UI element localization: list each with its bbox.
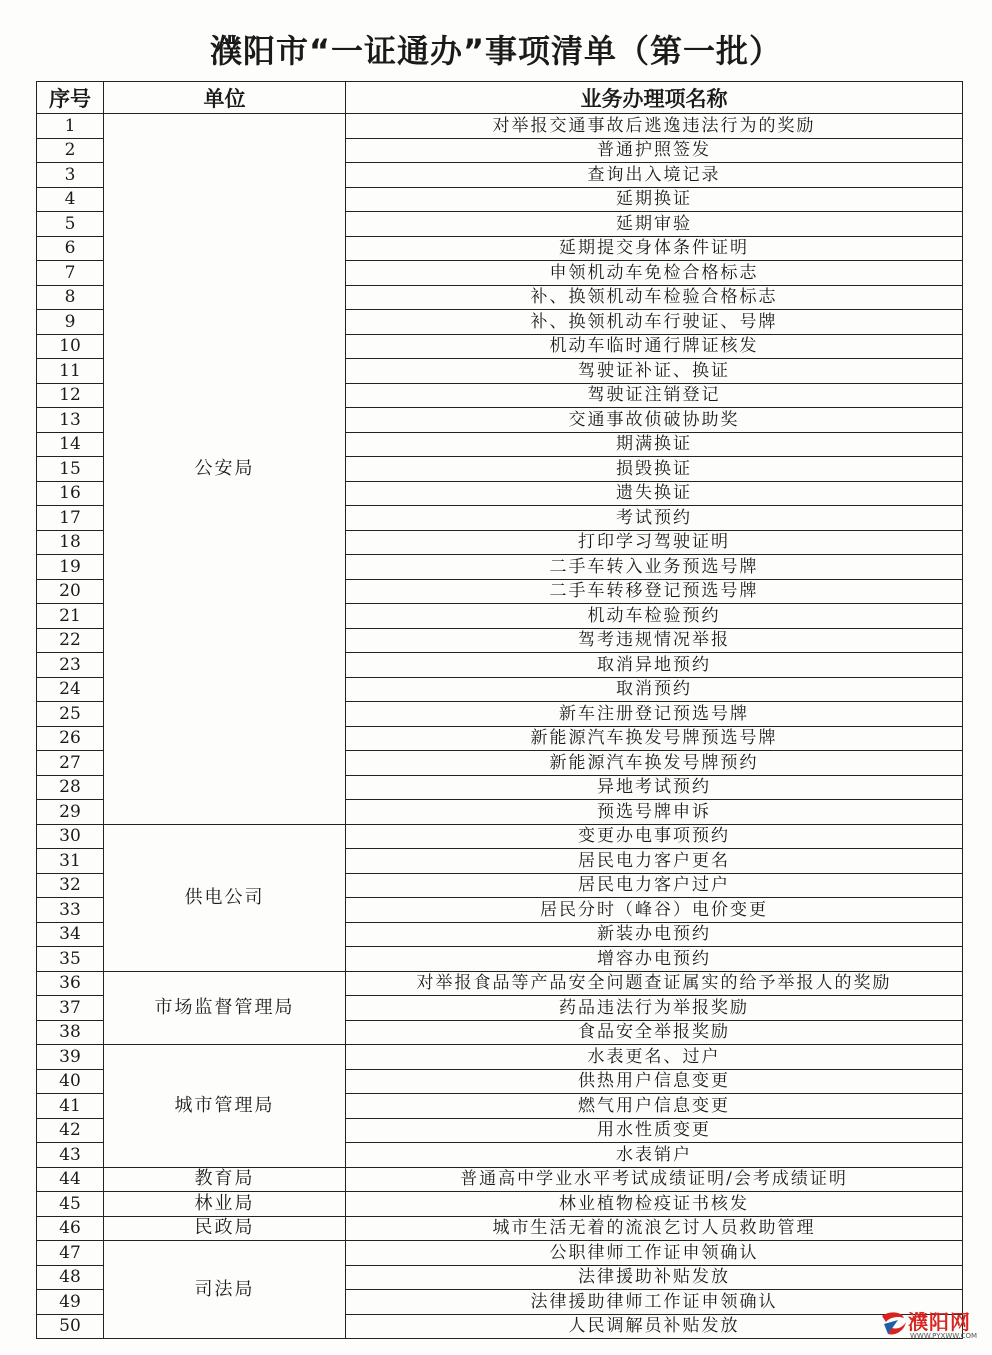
row-item: 取消异地预约: [346, 653, 963, 678]
row-item: 供热用户信息变更: [346, 1069, 963, 1094]
row-seq: 22: [37, 628, 104, 653]
row-item: 燃气用户信息变更: [346, 1094, 963, 1119]
row-item: 延期换证: [346, 187, 963, 212]
row-item: 延期审验: [346, 212, 963, 237]
row-seq: 19: [37, 555, 104, 580]
row-seq: 34: [37, 922, 104, 947]
table-row: [37, 1167, 963, 1192]
row-item: 居民分时（峰谷）电价变更: [346, 898, 963, 923]
row-seq: 33: [37, 898, 104, 923]
row-seq: 35: [37, 947, 104, 972]
row-seq: 37: [37, 996, 104, 1021]
table-row: [37, 114, 963, 139]
site-watermark: [878, 1306, 990, 1346]
item-list-table: [36, 81, 963, 1339]
header-seq: 序号: [37, 82, 104, 114]
watermark-name: 濮阳网: [908, 1310, 971, 1334]
row-seq: 4: [37, 187, 104, 212]
watermark-url: WWW.PYXWW.COM: [910, 1332, 978, 1340]
row-item: 新能源汽车换发号牌预选号牌: [346, 726, 963, 751]
row-seq: 44: [37, 1167, 104, 1192]
row-item: 机动车临时通行牌证核发: [346, 334, 963, 359]
row-seq: 41: [37, 1094, 104, 1119]
row-item: 申领机动车免检合格标志: [346, 261, 963, 286]
row-unit: 城市管理局: [104, 1045, 346, 1168]
row-seq: 6: [37, 236, 104, 261]
row-item: 变更办电事项预约: [346, 824, 963, 849]
row-unit: 公安局: [104, 114, 346, 825]
row-seq: 5: [37, 212, 104, 237]
table-row: [37, 1241, 963, 1266]
row-item: 普通高中学业水平考试成绩证明/会考成绩证明: [346, 1167, 963, 1192]
header-item: 业务办理项名称: [346, 82, 963, 114]
row-item: 新能源汽车换发号牌预约: [346, 751, 963, 776]
row-seq: 24: [37, 677, 104, 702]
row-item: 城市生活无着的流浪乞讨人员救助管理: [346, 1216, 963, 1241]
row-item: 水表销户: [346, 1143, 963, 1168]
row-item: 驾驶证注销登记: [346, 383, 963, 408]
row-seq: 14: [37, 432, 104, 457]
row-seq: 38: [37, 1020, 104, 1045]
row-item: 期满换证: [346, 432, 963, 457]
row-item: 法律援助补贴发放: [346, 1265, 963, 1290]
row-seq: 16: [37, 481, 104, 506]
row-seq: 28: [37, 775, 104, 800]
row-item: 林业植物检疫证书核发: [346, 1192, 963, 1217]
row-item: 考试预约: [346, 506, 963, 531]
row-seq: 3: [37, 163, 104, 188]
page-title: 濮阳市“一证通办”事项清单（第一批）: [209, 32, 783, 70]
row-seq: 36: [37, 971, 104, 996]
row-item: 普通护照签发: [346, 138, 963, 163]
row-item: 水表更名、过户: [346, 1045, 963, 1070]
row-seq: 15: [37, 457, 104, 482]
row-item: 取消预约: [346, 677, 963, 702]
table-header-row: [37, 82, 963, 114]
row-seq: 32: [37, 873, 104, 898]
row-item: 对举报食品等产品安全问题查证属实的给予举报人的奖励: [346, 971, 963, 996]
row-item: 交通事故侦破协助奖: [346, 408, 963, 433]
row-item: 食品安全举报奖励: [346, 1020, 963, 1045]
table-row: [37, 971, 963, 996]
row-item: 二手车转入业务预选号牌: [346, 555, 963, 580]
row-seq: 13: [37, 408, 104, 433]
row-seq: 30: [37, 824, 104, 849]
row-seq: 26: [37, 726, 104, 751]
row-seq: 17: [37, 506, 104, 531]
table-row: [37, 1045, 963, 1070]
row-item: 损毁换证: [346, 457, 963, 482]
row-item: 居民电力客户过户: [346, 873, 963, 898]
row-item: 法律援助律师工作证申领确认: [346, 1290, 963, 1315]
row-item: 遗失换证: [346, 481, 963, 506]
row-seq: 11: [37, 359, 104, 384]
row-seq: 8: [37, 285, 104, 310]
row-item: 机动车检验预约: [346, 604, 963, 629]
row-seq: 18: [37, 530, 104, 555]
row-item: 增容办电预约: [346, 947, 963, 972]
row-item: 对举报交通事故后逃逸违法行为的奖励: [346, 114, 963, 139]
row-seq: 29: [37, 800, 104, 825]
table-body: [37, 114, 963, 1339]
row-seq: 10: [37, 334, 104, 359]
row-item: 人民调解员补贴发放: [346, 1314, 963, 1339]
row-seq: 20: [37, 579, 104, 604]
row-item: 预选号牌申诉: [346, 800, 963, 825]
row-seq: 23: [37, 653, 104, 678]
row-seq: 7: [37, 261, 104, 286]
row-seq: 42: [37, 1118, 104, 1143]
row-seq: 49: [37, 1290, 104, 1315]
row-seq: 31: [37, 849, 104, 874]
row-seq: 27: [37, 751, 104, 776]
row-item: 补、换领机动车检验合格标志: [346, 285, 963, 310]
row-unit: 民政局: [104, 1216, 346, 1241]
row-unit: 林业局: [104, 1192, 346, 1217]
row-seq: 9: [37, 310, 104, 335]
row-item: 药品违法行为举报奖励: [346, 996, 963, 1021]
row-item: 用水性质变更: [346, 1118, 963, 1143]
row-unit: 司法局: [104, 1241, 346, 1339]
row-item: 二手车转移登记预选号牌: [346, 579, 963, 604]
table-row: [37, 1192, 963, 1217]
row-seq: 47: [37, 1241, 104, 1266]
row-item: 补、换领机动车行驶证、号牌: [346, 310, 963, 335]
row-item: 新车注册登记预选号牌: [346, 702, 963, 727]
row-seq: 50: [37, 1314, 104, 1339]
row-seq: 39: [37, 1045, 104, 1070]
row-seq: 2: [37, 138, 104, 163]
row-seq: 21: [37, 604, 104, 629]
row-seq: 1: [37, 114, 104, 139]
row-item: 驾考违规情况举报: [346, 628, 963, 653]
row-item: 延期提交身体条件证明: [346, 236, 963, 261]
row-seq: 48: [37, 1265, 104, 1290]
header-unit: 单位: [104, 82, 346, 114]
row-item: 居民电力客户更名: [346, 849, 963, 874]
row-seq: 45: [37, 1192, 104, 1217]
row-item: 驾驶证补证、换证: [346, 359, 963, 384]
row-seq: 43: [37, 1143, 104, 1168]
row-seq: 25: [37, 702, 104, 727]
row-seq: 40: [37, 1069, 104, 1094]
pyxww-logo-icon: [878, 1308, 908, 1338]
row-item: 查询出入境记录: [346, 163, 963, 188]
row-item: 公职律师工作证申领确认: [346, 1241, 963, 1266]
row-unit: 供电公司: [104, 824, 346, 971]
row-unit: 教育局: [104, 1167, 346, 1192]
table-row: [37, 1216, 963, 1241]
row-item: 新装办电预约: [346, 922, 963, 947]
row-item: 打印学习驾驶证明: [346, 530, 963, 555]
row-seq: 46: [37, 1216, 104, 1241]
row-unit: 市场监督管理局: [104, 971, 346, 1045]
row-item: 异地考试预约: [346, 775, 963, 800]
table-row: [37, 824, 963, 849]
row-seq: 12: [37, 383, 104, 408]
